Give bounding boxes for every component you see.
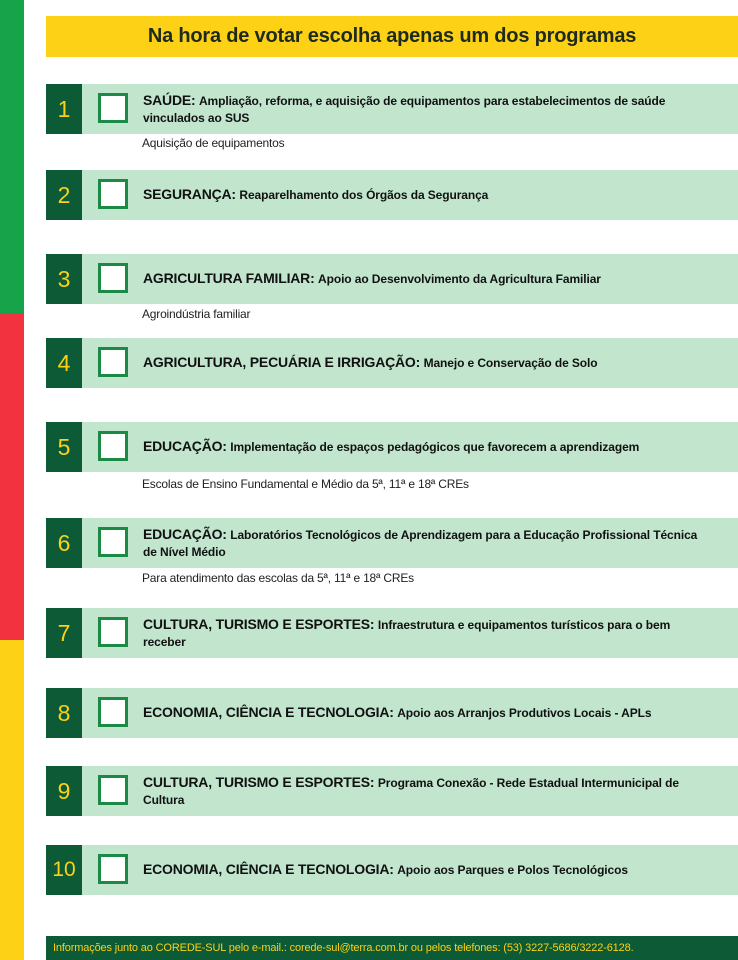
program-category: SAÚDE: xyxy=(143,91,196,108)
program-text xyxy=(143,688,708,738)
program-text xyxy=(143,608,708,658)
vote-checkbox[interactable] xyxy=(98,697,128,727)
program-text xyxy=(143,518,708,568)
program-description: Programa Conexão - Rede Estadual Intermunicipal de Cultura xyxy=(143,775,679,807)
vote-checkbox[interactable] xyxy=(98,775,128,805)
program-item-4 xyxy=(46,338,738,388)
program-category: EDUCAÇÃO: xyxy=(143,438,227,454)
page-title: Na hora de votar escolha apenas um dos programas xyxy=(147,25,637,47)
program-category: CULTURA, TURISMO E ESPORTES: xyxy=(143,615,375,632)
program-text xyxy=(143,422,708,472)
program-row xyxy=(46,170,738,220)
program-number: 1 xyxy=(46,84,82,134)
program-item-10 xyxy=(46,845,738,895)
program-subtitle: Aquisição de equipamentos xyxy=(142,136,285,150)
program-category: EDUCAÇÃO: xyxy=(143,525,227,542)
program-item-9 xyxy=(46,766,738,816)
program-item-5 xyxy=(46,422,738,491)
vote-checkbox[interactable] xyxy=(98,617,128,647)
program-number: 5 xyxy=(46,422,82,472)
program-description: Manejo e Conservação de Solo xyxy=(423,356,598,370)
vote-checkbox[interactable] xyxy=(98,431,128,461)
program-description: Apoio ao Desenvolvimento da Agricultura Familiar xyxy=(318,272,601,286)
program-category: AGRICULTURA, PECUÁRIA E IRRIGAÇÃO: xyxy=(143,354,421,370)
program-description: Reaparelhamento dos Órgãos da Segurança xyxy=(239,188,489,202)
footer-banner xyxy=(46,936,738,960)
program-description: Implementação de espaços pedagógicos que favorecem a aprendizagem xyxy=(230,440,640,454)
program-category: CULTURA, TURISMO E ESPORTES: xyxy=(143,773,375,790)
vote-checkbox[interactable] xyxy=(98,347,128,377)
program-description: Apoio aos Parques e Polos Tecnológicos xyxy=(397,863,628,877)
program-item-3 xyxy=(46,254,738,321)
program-text xyxy=(143,766,708,816)
program-subtitle: Agroindústria familiar xyxy=(142,307,251,321)
program-row xyxy=(46,338,738,388)
program-number: 9 xyxy=(46,766,82,816)
program-row xyxy=(46,688,738,738)
program-number: 6 xyxy=(46,518,82,568)
contact-info: Informações junto ao COREDE-SUL pelo e-mail.: corede-sul@terra.com.br ou pelos telefones: (53) 3227-5686/3222-6128. xyxy=(53,942,634,954)
program-number: 4 xyxy=(46,338,82,388)
program-category: ECONOMIA, CIÊNCIA E TECNOLOGIA: xyxy=(143,704,394,720)
program-description: Laboratórios Tecnológicos de Aprendizagem para a Educação Profissional Técnica de Nível Médio xyxy=(143,527,698,559)
vote-checkbox[interactable] xyxy=(98,854,128,884)
header-banner xyxy=(46,16,738,57)
program-number: 2 xyxy=(46,170,82,220)
program-text xyxy=(143,338,708,388)
vote-checkbox[interactable] xyxy=(98,263,128,293)
program-text xyxy=(143,84,708,134)
program-item-8 xyxy=(46,688,738,738)
program-row xyxy=(46,254,738,304)
program-row xyxy=(46,422,738,472)
program-description: Apoio aos Arranjos Produtivos Locais - APLs xyxy=(397,706,652,720)
flag-stripe-yellow xyxy=(0,640,24,960)
program-category: SEGURANÇA: xyxy=(143,186,236,202)
program-category: ECONOMIA, CIÊNCIA E TECNOLOGIA: xyxy=(143,861,394,877)
program-item-2 xyxy=(46,170,738,220)
flag-stripe-green xyxy=(0,0,24,313)
program-number: 7 xyxy=(46,608,82,658)
program-item-7 xyxy=(46,608,738,658)
program-description: Infraestrutura e equipamentos turísticos para o bem receber xyxy=(143,617,671,649)
program-number: 10 xyxy=(46,845,82,895)
program-row xyxy=(46,766,738,816)
flag-stripe-red xyxy=(0,313,24,640)
program-text xyxy=(143,845,708,895)
program-item-6 xyxy=(46,518,738,585)
program-subtitle: Para atendimento das escolas da 5ª, 11ª e 18ª CREs xyxy=(142,571,414,585)
program-row xyxy=(46,845,738,895)
program-text xyxy=(143,254,708,304)
program-number: 3 xyxy=(46,254,82,304)
program-category: AGRICULTURA FAMILIAR: xyxy=(143,270,315,286)
program-row xyxy=(46,518,738,568)
program-subtitle: Escolas de Ensino Fundamental e Médio da 5ª, 11ª e 18ª CREs xyxy=(142,477,469,491)
program-item-1 xyxy=(46,84,738,150)
program-row xyxy=(46,84,738,134)
vote-checkbox[interactable] xyxy=(98,179,128,209)
program-description: Ampliação, reforma, e aquisição de equipamentos para estabelecimentos de saúde vinculados ao SUS xyxy=(143,93,666,125)
vote-checkbox[interactable] xyxy=(98,93,128,123)
program-number: 8 xyxy=(46,688,82,738)
vote-checkbox[interactable] xyxy=(98,527,128,557)
program-text xyxy=(143,170,708,220)
program-row xyxy=(46,608,738,658)
